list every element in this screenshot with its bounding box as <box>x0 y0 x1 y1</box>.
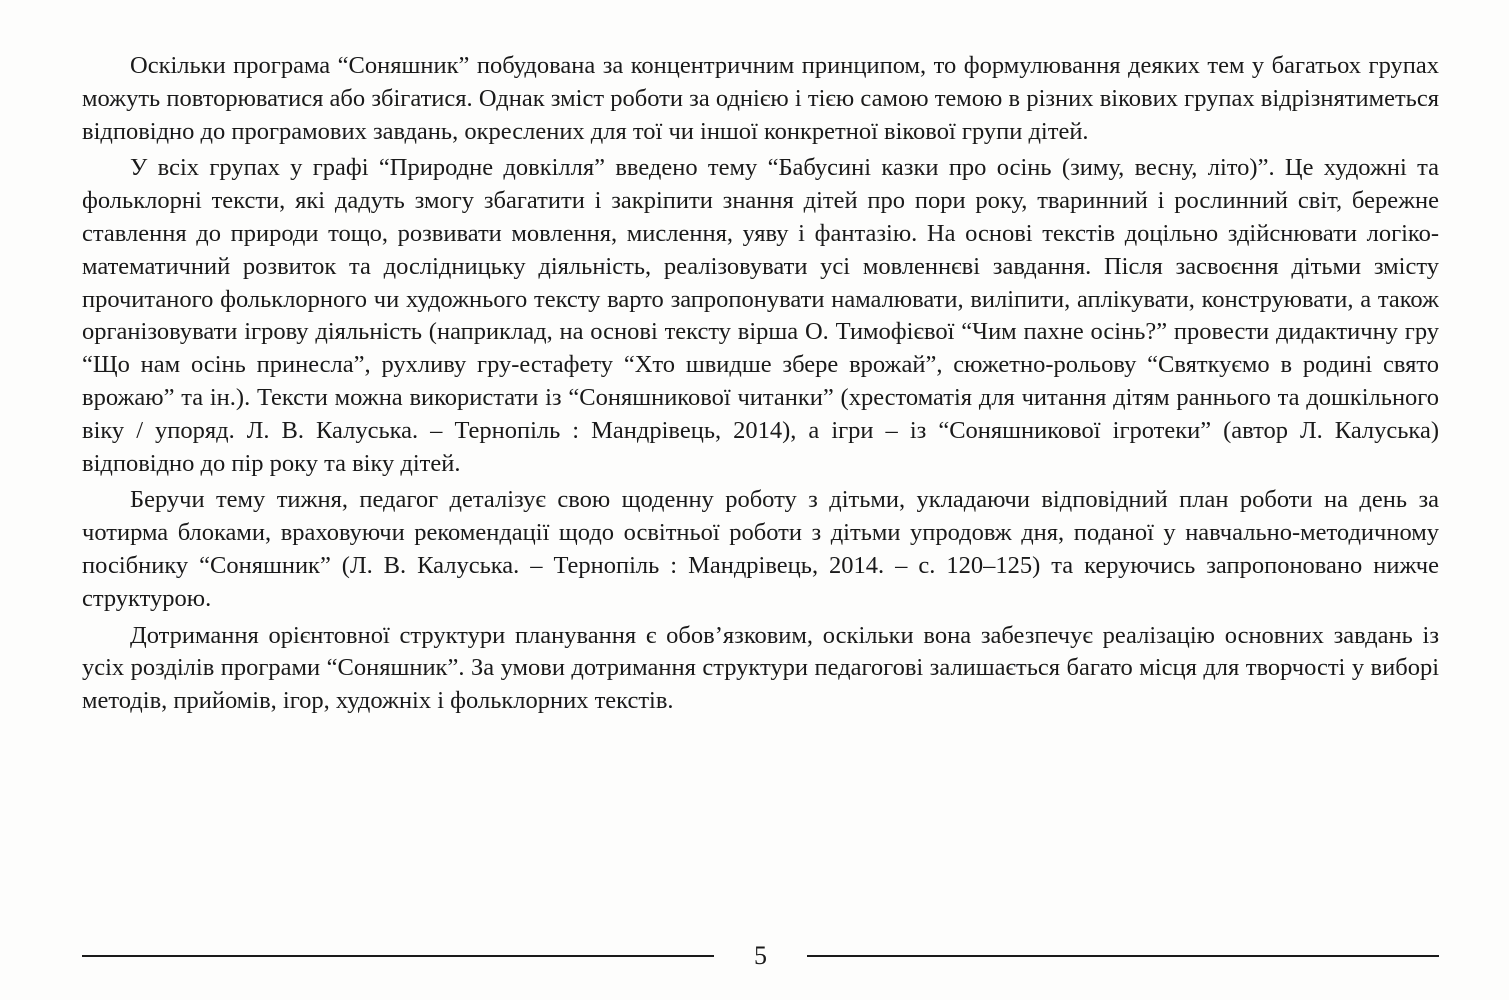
paragraph-4: Дотримання орієнтовної структури планування є обов’язковим, оскільки вона забезпечує реалізацію основних завдань із усіх розділів програми “Соняшник”. За умови дотримання структури педагогові залишається багато місця для творчості у виборі методів, прийомів, ігор, художніх і фольклорних текстів. <box>82 621 1439 715</box>
paragraph-3: Беручи тему тижня, педагог деталізує свою щоденну роботу з дітьми, укладаючи відповідний план роботи на день за чотирма блоками, враховуючи рекомендації щодо освітньої роботи з дітьми упродовж дня, поданої у навчально-методичному посібнику “Соняшник” (Л. В. Калуська. – Тернопіль : Мандрівець, 2014. – с. 120–125) та керуючись запропоновано нижче структурою. <box>82 486 1439 612</box>
paragraph-2: У всіх групах у графі “Природне довкілля” введено тему “Бабусині казки про осінь (зиму, весну, літо)”. Це художні та фольклорні тексти, які дадуть змогу збагатити і закріпити знання дітей про пори року, тваринний і рослинний світ, бережне ставлення до природи тощо, розвивати мовлення, мислення, уяву і фантазію. На основі текстів доцільно здійснювати логіко-математичний розвиток та дослідницьку діяльність, реалізовувати усі мовленнєві завдання. Після засвоєння дітьми змісту прочитаного фольклорного чи художнього тексту варто запропонувати намалювати, виліпити, аплікувати, конструювати, а також організовувати ігрову діяльність (наприклад, на основі тексту вірша О. Тимофієвої “Чим пахне осінь?” провести дидактичну гру “Що нам осінь принесла”, рухливу гру-естафету “Хто швидше збере врожай”, сюжетно-рольову “Святкуємо в родині свято врожаю” та ін.). Тексти можна використати із “Соняшникової читанки” (хрестоматія для читання дітям раннього та дошкільного віку / упоряд. Л. В. Калуська. – Тернопіль : Мандрівець, 2014), а ігри – із “Соняшникової ігротеки” (автор Л. Калуська) відповідно до пір року та віку дітей. <box>82 154 1439 477</box>
page-footer <box>82 936 1439 976</box>
body-text <box>82 50 1439 722</box>
footer-rule-right <box>807 955 1439 957</box>
page-number: 5 <box>754 941 767 970</box>
paragraph-1: Оскільки програма “Соняшник” побудована за концентричним принципом, то формулювання деяких тем у багатьох групах можуть повторюватися або збігатися. Однак зміст роботи за однією і тією самою темою в різних вікових групах відрізнятиметься відповідно до програмових завдань, окреслених для тої чи іншої конкретної вікової групи дітей. <box>82 52 1439 145</box>
footer-rule-left <box>82 955 714 957</box>
